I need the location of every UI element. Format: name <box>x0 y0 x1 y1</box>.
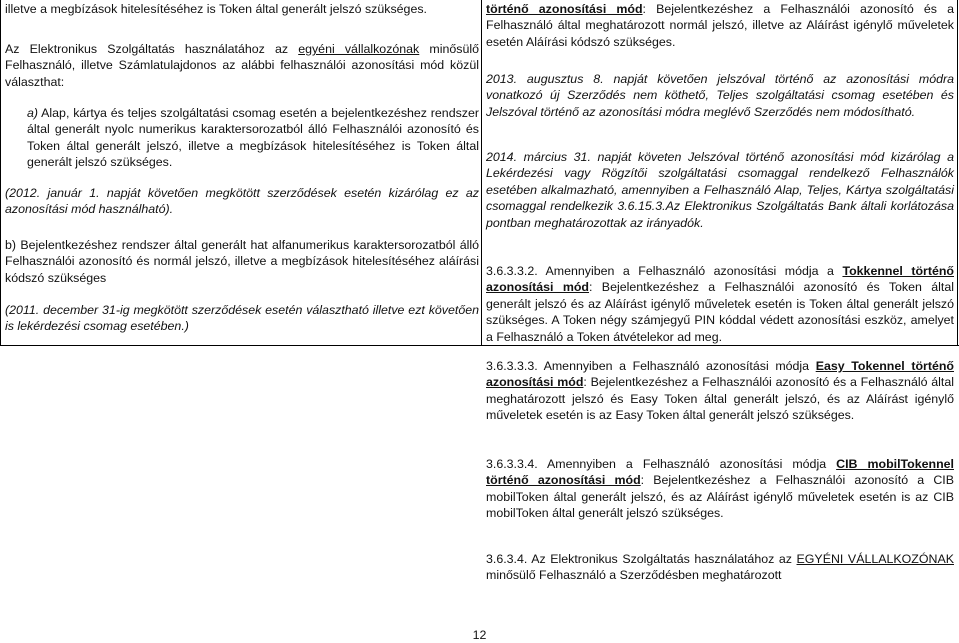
right-text-7a: 3.6.3.4. Az Elektronikus Szolgáltatás használatához az <box>486 552 797 566</box>
right-text-4b: : Bejelentkezéshez a Felhasználói azonosító és Token által generált jelszó és az Aláírást igénylő műveletek esetén is Token által generált jelszó szükséges. A Token négy számjegyű PIN kóddal védett azonosítási eszköz, amelyet a Felhasználó a Token átvételekor ad meg. <box>486 280 954 344</box>
table-border-middle <box>481 0 482 345</box>
right-text-2013: 2013. augusztus 8. napját követően jelszóval történő az azonosítási módra vonatkozó új Szerződés nem köthető, Teljes szolgáltatási csomag esetében és Jelszóval történő az azonosítási módra meglévő Szerződés nem módosítható. <box>486 72 954 119</box>
table-border-right <box>957 0 958 345</box>
right-text-6-bold: CIB mobilTokennel történő azonosítási mód <box>486 457 954 488</box>
right-text-3-6-3-3-3 <box>486 358 954 424</box>
left-paragraph-b <box>5 237 479 286</box>
right-paragraph-5 <box>486 358 954 424</box>
table-border-bottom <box>0 345 959 346</box>
right-text-1 <box>486 1 954 50</box>
left-note-1: (2012. január 1. napját követően megkötött szerződések esetén kizárólag ez az azonosítási mód használható). <box>5 186 479 217</box>
right-paragraph-2 <box>486 71 954 120</box>
right-text-2014: 2014. március 31. napját követen Jelszóval történő azonosítási mód kizárólag a Lekérdezési vagy Rögzítői szolgáltatási csomaggal rendelkező Felhasználók esetében alkalmazható, amennyiben a Felhasználó Alap, Teljes, Kártya szolgáltatási csomaggal rendelkezik 3.6.15.3.Az Elektronikus Szolgáltatás Bank általi korlátozása pontban meghatározottak az irányadók. <box>486 150 954 230</box>
right-paragraph-6 <box>486 456 954 522</box>
left-paragraph-1 <box>5 1 479 17</box>
right-paragraph-3 <box>486 149 954 231</box>
right-text-5a: 3.6.3.3.3. Amennyiben a Felhasználó azonosítási módja <box>486 359 816 373</box>
left-text-1: illetve a megbízások hitelesítéséhez is Token által generált jelszó szükséges. <box>5 2 427 16</box>
right-text-6b: : Bejelentkezéshez a Felhasználói azonosító a CIB mobilToken által generált jelszó, és az Aláírást igénylő műveletek esetén is az CIB mobilToken által generált jelszó szükséges. <box>486 473 954 521</box>
left-text-2a: Az Elektronikus Szolgáltatás használatához az <box>5 42 299 56</box>
right-paragraph-4 <box>486 263 954 345</box>
right-text-1-bold: történő azonosítási mód <box>486 2 643 16</box>
right-text-3-6-3-3-4 <box>486 456 954 522</box>
right-text-6a: 3.6.3.3.4. Amennyiben a Felhasználó azonosítási módja <box>486 457 837 471</box>
page-number: 12 <box>472 628 487 642</box>
right-text-4a: 3.6.3.3.2. Amennyiben a Felhasználó azonosítási módja a <box>486 264 843 278</box>
left-text-a-body: Alap, kártya és teljes szolgáltatási csomag esetén a bejelentkezéshez rendszer által generált nyolc numerikus karaktersorozatból álló Felhasználói azonosító és Token által generált jelszó, illetve a megbízások hitelesítéséhez is Token által generált jelszó szükséges. <box>27 106 479 170</box>
list-label-a: a) <box>27 106 39 120</box>
left-paragraph-note-1 <box>5 185 479 218</box>
right-text-7b: minősülő Felhasználó a Szerződésben meghatározott <box>486 568 782 583</box>
left-text-2b: minősülő Felhasználó, illetve Számlatulajdonos az alábbi felhasználói azonosítási mód közül választhat: <box>5 42 480 89</box>
right-text-4-bold: Tokkennel történő azonosítási mód <box>486 264 954 295</box>
right-text-3-6-3-3-2 <box>486 263 954 345</box>
left-text-2 <box>5 41 479 90</box>
table-border-left <box>0 0 1 345</box>
right-paragraph-1 <box>486 1 954 50</box>
right-text-3-6-3-4 <box>486 551 954 584</box>
left-note-2: (2011. december 31-ig megkötött szerződések esetén választható illetve ezt követően is lekérdezési csomag esetében.) <box>5 303 479 334</box>
right-text-5-bold: Easy Tokennel történő azonosítási mód <box>486 359 954 390</box>
left-text-b: b) Bejelentkezéshez rendszer által generált hat alfanumerikus karaktersorozatból álló Felhasználói azonosító és normál jelszó, illetve a megbízások hitelesítéséhez aláírási kódszó szükséges <box>5 238 479 285</box>
right-text-5b: : Bejelentkezéshez a Felhasználói azonosító és a Felhasználó által meghatározott jelszó és Easy Token által generált jelszó, és az Aláírást igénylő műveletek esetén is az Easy Token által generált jelszó szükséges. <box>486 375 954 423</box>
left-paragraph-note-2 <box>5 302 479 335</box>
left-paragraph-2 <box>5 41 479 90</box>
left-text-a <box>27 105 479 171</box>
right-text-7-underlined: EGYÉNI VÁLLALKOZÓNAK <box>796 552 954 566</box>
right-text-1-body: : Bejelentkezéshez a Felhasználói azonosító és a Felhasználó által meghatározott normál jelszó, illetve az Aláírást igénylő műveletek esetén Aláírási kódszó szükséges. <box>486 2 954 49</box>
left-text-2-underlined: egyéni vállalkozónak <box>298 42 420 56</box>
left-paragraph-a <box>5 105 479 171</box>
right-paragraph-7 <box>486 551 954 584</box>
